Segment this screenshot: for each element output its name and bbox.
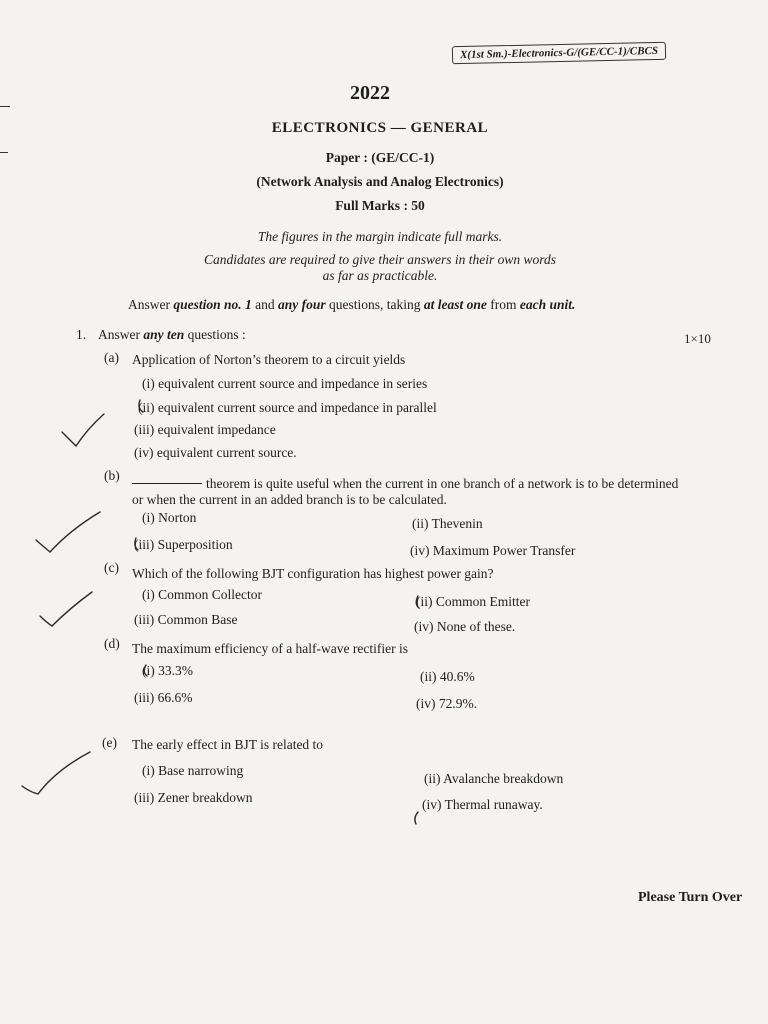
sub-question-e-text: The early effect in BJT is related to: [132, 737, 324, 752]
option-b-iii: (iii) Superposition: [134, 537, 233, 552]
answer-emph: each unit.: [519, 297, 576, 312]
option-a-i: (i) equivalent current source and impedance in series: [142, 376, 428, 391]
sub-question-label: (a): [104, 350, 119, 365]
answer-text: questions, taking: [325, 297, 424, 312]
paper-number: Paper : (GE/CC-1): [325, 150, 435, 165]
paper-code: X(1st Sm.)-Electronics-G/(GE/CC-1)/CBCS: [452, 42, 666, 64]
option-b-i: (i) Norton: [142, 510, 197, 525]
option-e-ii: (ii) Avalanche breakdown: [424, 771, 564, 786]
instruction-margin: The figures in the margin indicate full marks.: [257, 229, 503, 244]
answer-emph: any four: [278, 297, 326, 312]
sub-question-a-text: Application of Norton’s theorem to a circuit yields: [132, 352, 406, 367]
option-e-i: (i) Base narrowing: [142, 763, 244, 778]
option-d-iv: (iv) 72.9%.: [416, 696, 478, 711]
answer-circle-icon: [135, 538, 138, 550]
option-e-iii: (iii) Zener breakdown: [134, 790, 253, 805]
answer-circle-icon: [139, 400, 143, 412]
answer-emph: at least one: [423, 297, 487, 312]
sub-question-label: (c): [104, 560, 119, 575]
answer-circle-icon: [144, 665, 147, 676]
option-d-i: (i) 33.3%: [142, 663, 193, 678]
full-marks: Full Marks : 50: [335, 198, 425, 213]
option-d-ii: (ii) 40.6%: [420, 669, 475, 684]
option-a-iv: (iv) equivalent current source.: [134, 445, 297, 460]
b-text-1: theorem is quite useful when the current in one branch of a network is to be determined: [206, 476, 679, 491]
sub-question-label: (b): [104, 468, 120, 483]
option-b-iv: (iv) Maximum Power Transfer: [410, 543, 576, 558]
q1-text: questions :: [184, 327, 246, 342]
please-turn-over: Please Turn Over: [638, 890, 743, 905]
sub-question-d-text: The maximum efficiency of a half-wave rectifier is: [132, 641, 408, 656]
check-mark-icon: [40, 592, 92, 626]
sub-question-c-text: Which of the following BJT configuration has highest power gain?: [132, 566, 494, 581]
q1-emph: any ten: [143, 327, 185, 342]
option-a-iii: (iii) equivalent impedance: [134, 422, 276, 437]
option-c-ii: (ii) Common Emitter: [416, 594, 530, 609]
option-c-iv: (iv) None of these.: [414, 619, 516, 634]
answer-emph: question no. 1: [173, 297, 252, 312]
answer-circle-icon: [415, 812, 418, 824]
check-mark-icon: [62, 414, 104, 446]
option-c-i: (i) Common Collector: [142, 587, 262, 602]
option-b-ii: (ii) Thevenin: [412, 516, 483, 531]
option-a-ii: (ii) equivalent current source and impedance in parallel: [138, 400, 437, 415]
exam-year: 2022: [350, 82, 390, 104]
option-e-iv: (iv) Thermal runaway.: [422, 797, 543, 812]
question-number: 1.: [76, 327, 87, 342]
option-c-iii: (iii) Common Base: [134, 612, 238, 627]
question-marks: 1×10: [684, 331, 711, 346]
q1-text: Answer: [98, 327, 144, 342]
answer-text: from: [486, 297, 520, 312]
instruction-practicable: as far as practicable.: [322, 268, 438, 283]
sub-question-b-text-2: or when the current in an added branch is to be calculated.: [132, 492, 447, 507]
instruction-own-words: Candidates are required to give their answers in their own words: [204, 252, 556, 267]
sub-question-label: (e): [102, 735, 117, 750]
sub-question-label: (d): [104, 636, 120, 651]
answer-text: and: [251, 297, 279, 312]
option-d-iii: (iii) 66.6%: [134, 690, 193, 705]
paper-title: (Network Analysis and Analog Electronics): [256, 174, 504, 189]
answer-circle-icon: [416, 596, 419, 608]
check-mark-icon: [22, 752, 90, 794]
subject-title: ELECTRONICS — GENERAL: [271, 120, 489, 136]
check-mark-icon: [36, 512, 100, 552]
answer-text: Answer: [128, 297, 174, 312]
